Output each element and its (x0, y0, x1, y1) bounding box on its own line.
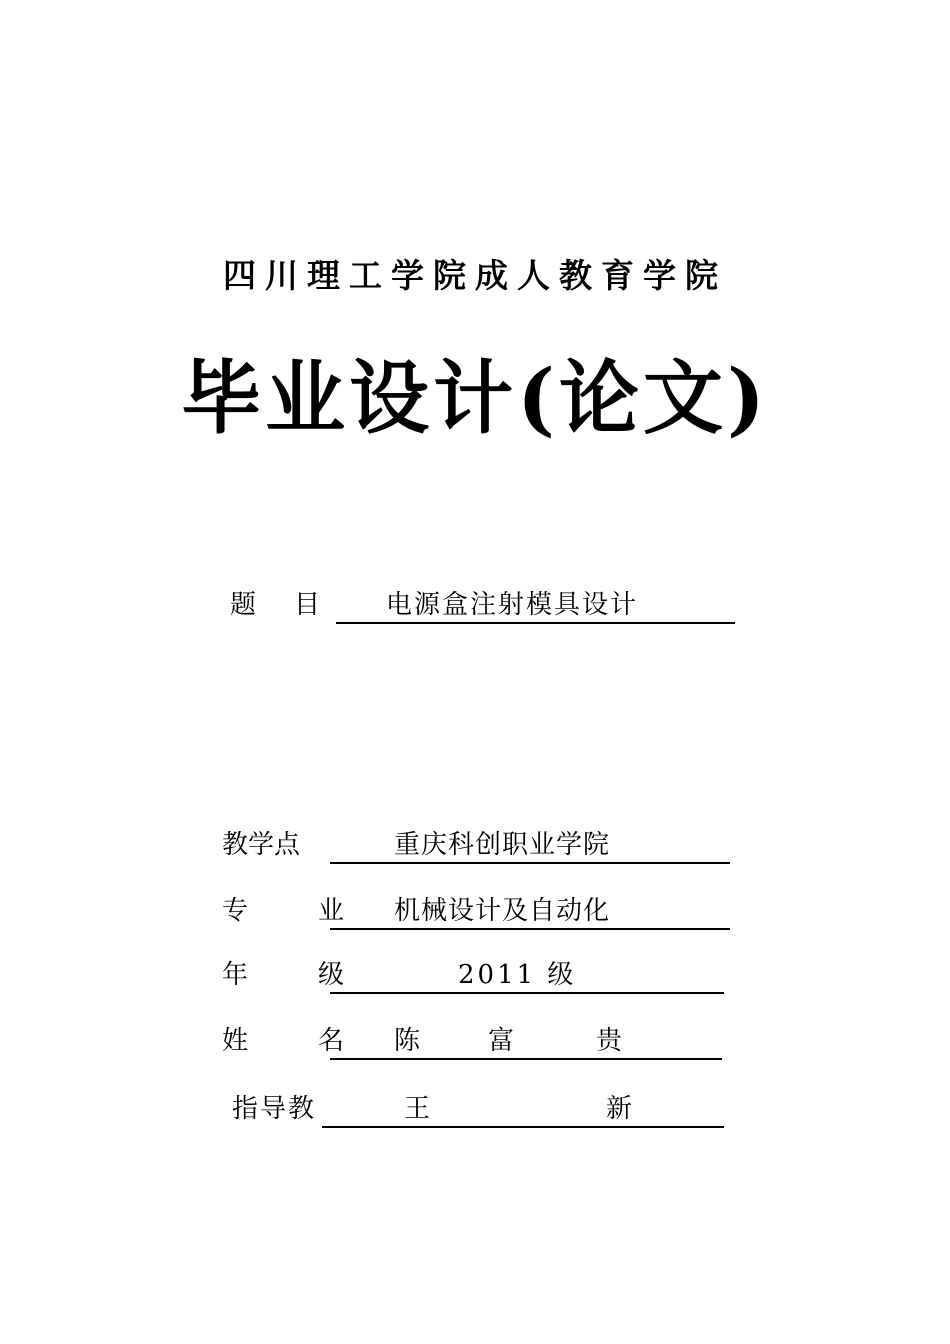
institution-name: 四川理工学院成人教育学院 (223, 256, 727, 295)
topic-label: 题 目 (230, 590, 327, 620)
center-value: 重庆科创职业学院 (394, 830, 611, 860)
advisor-label: 指导教 (232, 1094, 317, 1124)
major-label: 专 业 (222, 896, 351, 926)
advisor-underline (322, 1092, 724, 1128)
advisor-part-2: 新 (606, 1094, 633, 1124)
name-label: 姓 名 (222, 1026, 351, 1056)
name-row (222, 1024, 722, 1058)
name-part-3: 贵 (596, 1026, 623, 1056)
grade-row (222, 958, 724, 992)
center-row (222, 828, 730, 862)
advisor-row (232, 1092, 724, 1126)
major-row (222, 894, 730, 928)
grade-value: 2011 级 (458, 960, 577, 990)
grade-label: 年 级 (222, 960, 351, 990)
topic-value: 电源盒注射模具设计 (386, 590, 639, 620)
center-label: 教学点 (222, 830, 301, 860)
advisor-part-1: 王 (404, 1094, 431, 1124)
topic-row (230, 588, 735, 622)
name-underline (330, 1024, 722, 1060)
name-part-1: 陈 (394, 1026, 421, 1056)
document-title: 毕业设计(论文) (181, 351, 769, 445)
major-value: 机械设计及自动化 (394, 896, 611, 926)
name-part-2: 富 (488, 1026, 515, 1056)
